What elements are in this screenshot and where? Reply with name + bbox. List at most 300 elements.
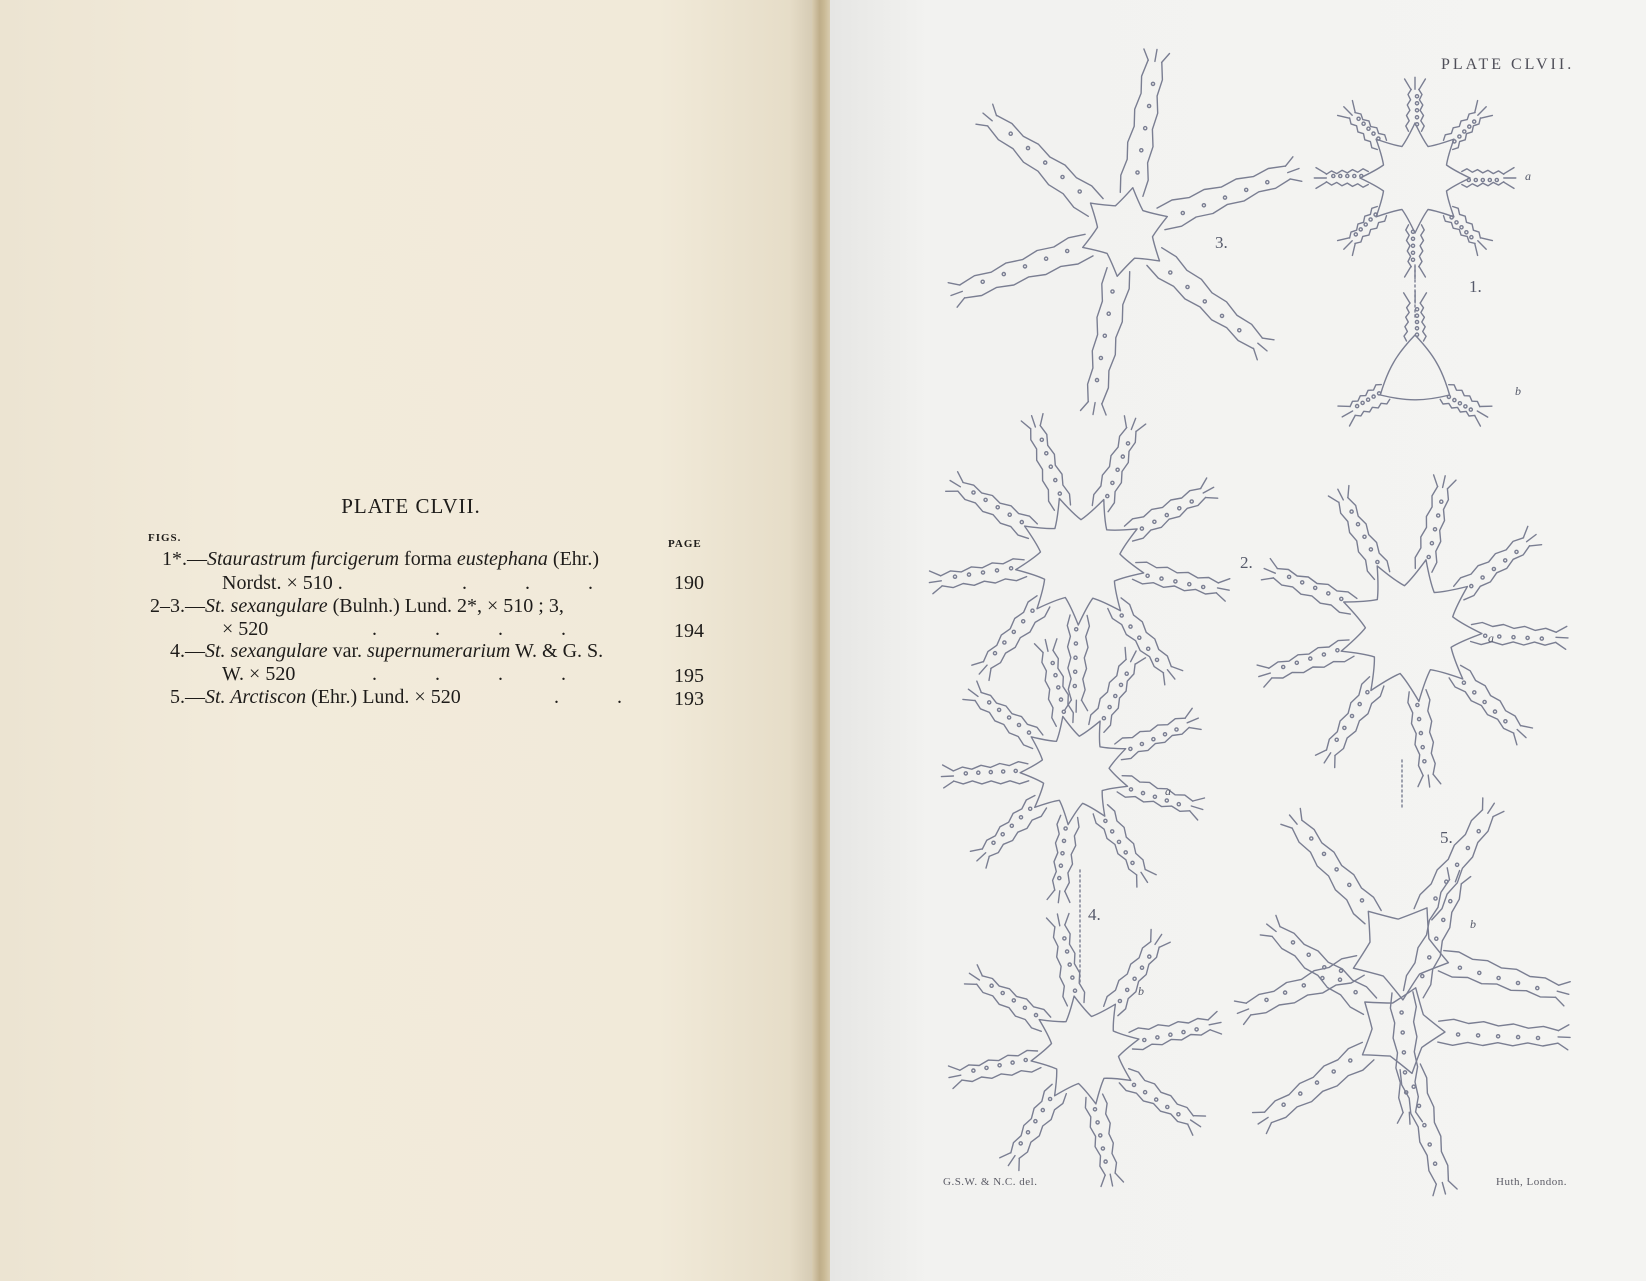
arm-spine <box>1102 404 1106 415</box>
arm-spine <box>1352 244 1355 256</box>
arm-spine <box>1504 168 1514 174</box>
arm-spine <box>1065 914 1069 925</box>
granule <box>1415 333 1418 336</box>
arm-spine <box>957 298 965 307</box>
arm-edge <box>1406 89 1412 131</box>
arm-spine <box>1270 559 1277 569</box>
granule <box>1411 251 1414 254</box>
granule <box>1299 1092 1302 1095</box>
granule <box>1339 174 1342 177</box>
granule <box>1054 674 1057 677</box>
granule <box>1327 592 1330 595</box>
arm-edge <box>1246 956 1356 1003</box>
arm-spine <box>1264 678 1272 687</box>
granule <box>1068 963 1071 966</box>
entry-2-page: 194 <box>674 620 704 642</box>
arm-spine <box>977 965 982 976</box>
arm-spine <box>1559 982 1570 986</box>
arm-spine <box>1110 1174 1112 1186</box>
granule <box>1458 966 1461 969</box>
granule <box>1360 174 1363 177</box>
arm-spine <box>1244 1015 1251 1025</box>
granule <box>1447 395 1450 398</box>
arm-spine <box>1124 416 1126 428</box>
arm-spine <box>1344 107 1352 115</box>
granule <box>1001 833 1004 836</box>
granule <box>1116 468 1119 471</box>
figure-3-drawing <box>948 49 1302 415</box>
granule <box>1141 792 1144 795</box>
arm-edge <box>1157 166 1285 208</box>
arm-spine <box>1093 403 1095 415</box>
granule <box>1045 452 1048 455</box>
arm-spine <box>1144 49 1148 60</box>
granule <box>995 569 998 572</box>
granule <box>992 841 995 844</box>
arm-edge <box>1339 502 1375 579</box>
arm-spine <box>977 853 986 861</box>
granule <box>1078 190 1081 193</box>
granule <box>1497 1035 1500 1038</box>
arm-spine <box>1155 50 1157 62</box>
arm-spine <box>1131 651 1137 662</box>
granule <box>984 498 987 501</box>
entry-1-number: 1*.— <box>162 548 207 570</box>
cell-body <box>1083 188 1168 277</box>
granule <box>1458 402 1461 405</box>
granule <box>1169 1033 1172 1036</box>
granule <box>1350 510 1353 513</box>
entry-1-species: Staurastrum furcigerum <box>207 548 400 570</box>
granule <box>1416 703 1419 706</box>
arm-spine <box>1258 343 1267 351</box>
granule <box>1457 1033 1460 1036</box>
figure-label-1: 1. <box>1469 277 1482 296</box>
granule <box>1282 665 1285 668</box>
arm-spine <box>1216 593 1225 601</box>
arm-spine <box>1352 101 1355 113</box>
figure-4b-drawing <box>949 914 1222 1187</box>
granule <box>998 1064 1001 1067</box>
arm-spine <box>1404 293 1410 303</box>
arm-edge <box>965 256 1093 298</box>
arm-edge <box>1327 677 1370 750</box>
granule <box>1323 966 1326 969</box>
granule <box>1148 104 1151 107</box>
granule <box>1099 356 1102 359</box>
granule <box>1026 1131 1029 1134</box>
granule <box>1066 950 1069 953</box>
granule <box>1125 672 1128 675</box>
granule <box>1034 1014 1037 1017</box>
arm-spine <box>1266 1123 1271 1134</box>
arm-spine <box>1189 728 1201 730</box>
granule <box>1474 178 1477 181</box>
granule <box>1058 492 1061 495</box>
granule <box>1421 975 1424 978</box>
granule <box>1174 580 1177 583</box>
arm-spine <box>1285 157 1293 166</box>
entry-2-line-2: × 520 <box>222 618 269 640</box>
granule <box>1107 312 1110 315</box>
arm-spine <box>1208 1012 1217 1020</box>
granule <box>1203 300 1206 303</box>
arm-edge <box>1438 1042 1558 1046</box>
arm-spine <box>1488 803 1495 813</box>
arm-edge <box>1019 1094 1066 1159</box>
arm-spine <box>1517 730 1526 738</box>
granule <box>1148 955 1151 958</box>
arm-spine <box>1556 643 1566 650</box>
arm-edge <box>975 700 1033 748</box>
granule <box>1434 897 1437 900</box>
arm-spine <box>1082 700 1088 710</box>
granule <box>1166 1105 1169 1108</box>
arm-spine <box>1210 1030 1221 1034</box>
granule <box>981 571 984 574</box>
granule <box>1118 999 1121 1002</box>
granule <box>1421 746 1424 749</box>
figure-4a-drawing <box>941 639 1204 903</box>
granule <box>1536 1036 1539 1039</box>
entry-1-form: eustephana <box>456 548 548 570</box>
arm-edge <box>1404 303 1410 341</box>
granule <box>972 1069 975 1072</box>
granule <box>1165 799 1168 802</box>
granule <box>1019 1142 1022 1145</box>
granule <box>1340 597 1343 600</box>
granule <box>1366 691 1369 694</box>
granule <box>1356 405 1359 408</box>
arm-edge <box>1120 60 1148 192</box>
granule <box>1415 327 1418 330</box>
granule <box>1126 988 1129 991</box>
entry-2-text: (Bulnh.) Lund. 2*, × 510 ; 3, <box>327 595 564 617</box>
arm-edge <box>1165 179 1290 230</box>
granule <box>1478 971 1481 974</box>
arm-spine <box>1558 1025 1569 1031</box>
granule <box>1346 174 1349 177</box>
arm-spine <box>1409 1112 1410 1124</box>
sub-label-2a: a <box>1488 631 1494 645</box>
arm-spine <box>976 124 988 126</box>
granule <box>1322 852 1325 855</box>
entry-1-line-2: Nordst. × 510 . <box>222 572 343 594</box>
arm-spine <box>1493 811 1504 816</box>
arm-spine <box>958 472 964 483</box>
granule <box>1455 221 1458 224</box>
granule <box>1403 1071 1406 1074</box>
arm-spine <box>1136 424 1146 431</box>
granule <box>1103 334 1106 337</box>
entry-1-page: 190 <box>674 572 704 594</box>
granule <box>1301 581 1304 584</box>
entry-3-author: W. & G. S. <box>510 640 604 662</box>
entry-2-species: St. sexangulare <box>205 595 328 617</box>
granule <box>1061 852 1064 855</box>
granule <box>1066 249 1069 252</box>
arm-edge <box>960 234 1085 285</box>
granule <box>1376 560 1379 563</box>
arm-spine <box>1057 914 1059 926</box>
arm-spine <box>1141 872 1148 882</box>
granule <box>1129 625 1132 628</box>
granule <box>1361 401 1364 404</box>
arm-spine <box>1475 101 1478 113</box>
granule <box>1415 123 1418 126</box>
granule <box>1002 273 1005 276</box>
arm-spine <box>1558 1043 1568 1050</box>
arm-spine <box>1187 718 1198 723</box>
granule <box>1008 716 1011 719</box>
granule <box>1011 1061 1014 1064</box>
leader-dots: .. <box>554 686 680 708</box>
arm-spine <box>944 781 954 788</box>
granule <box>1369 218 1372 221</box>
arm-spine <box>1338 115 1350 118</box>
figure-5a-drawing <box>1235 798 1571 1124</box>
granule <box>1504 720 1507 723</box>
granule <box>1357 117 1360 120</box>
arm-edge <box>1420 303 1426 341</box>
leader-dots: ... <box>462 572 651 594</box>
granule <box>1155 1098 1158 1101</box>
figure-label-5: 5. <box>1440 828 1453 847</box>
arm-edge <box>1040 425 1070 505</box>
arm-spine <box>1101 1175 1105 1186</box>
granule <box>1071 976 1074 979</box>
granule <box>1266 181 1269 184</box>
arm-edge <box>954 781 1029 784</box>
granule <box>1026 147 1029 150</box>
granule <box>1358 703 1361 706</box>
granule <box>1356 523 1359 526</box>
arm-edge <box>1350 385 1381 407</box>
granule <box>1074 670 1077 673</box>
granule <box>1349 1059 1352 1062</box>
arm-edge <box>1400 1070 1436 1185</box>
granule <box>1140 966 1143 969</box>
granule <box>1132 1083 1135 1086</box>
arm-spine <box>1021 421 1030 429</box>
arm-spine <box>1416 1112 1423 1122</box>
entry-3-line-2: W. × 520 <box>222 663 296 685</box>
granule <box>1017 723 1020 726</box>
granule <box>1023 1006 1026 1009</box>
arm-edge <box>1404 880 1450 991</box>
arm-spine <box>1447 868 1449 880</box>
arm-spine <box>1203 487 1214 493</box>
granule <box>1469 408 1472 411</box>
granule <box>1147 647 1150 650</box>
granule <box>1378 392 1381 395</box>
granule <box>1121 455 1124 458</box>
arm-spine <box>929 581 941 583</box>
arm-edge <box>1439 1019 1559 1030</box>
granule <box>1362 122 1365 125</box>
granule <box>1114 694 1117 697</box>
granule <box>1140 527 1143 530</box>
granule <box>1074 656 1077 659</box>
granule <box>1338 978 1341 981</box>
leader-dots: .... <box>372 618 624 640</box>
granule <box>1360 899 1363 902</box>
granule <box>1433 528 1436 531</box>
arm-edge <box>1471 642 1556 646</box>
arm-edge <box>1162 248 1263 338</box>
granule <box>1419 732 1422 735</box>
granule <box>1001 991 1004 994</box>
arm-edge <box>1273 578 1350 614</box>
arm-spine <box>1145 870 1156 875</box>
entry-3-variety: supernumerarium <box>367 640 511 662</box>
granule <box>1477 830 1480 833</box>
arm-spine <box>1167 670 1175 679</box>
granule <box>1074 642 1077 645</box>
granule <box>1059 698 1062 701</box>
granule <box>1428 956 1431 959</box>
granule <box>1354 991 1357 994</box>
granule <box>1163 733 1166 736</box>
arm-edge <box>1449 385 1480 407</box>
arm-spine <box>1261 578 1273 580</box>
arm-spine <box>1434 475 1438 486</box>
arm-spine <box>1201 478 1207 488</box>
arm-spine <box>1481 238 1493 241</box>
arm-spine <box>1209 1022 1221 1024</box>
granule <box>1140 149 1143 152</box>
cell-body <box>1380 335 1449 400</box>
arm-edge <box>1269 640 1349 668</box>
granule <box>1309 657 1312 660</box>
granule <box>1412 1085 1415 1088</box>
arm-edge <box>1053 815 1061 890</box>
granule <box>1456 863 1459 866</box>
granule <box>1315 1081 1318 1084</box>
granule <box>1492 567 1495 570</box>
granule <box>1335 868 1338 871</box>
arm-spine <box>1419 267 1425 277</box>
granule <box>1484 634 1487 637</box>
arm-edge <box>1326 169 1368 175</box>
granule <box>1428 1143 1431 1146</box>
granule <box>1155 658 1158 661</box>
arm-spine <box>950 481 960 487</box>
entry-4-page: 193 <box>674 688 704 710</box>
granule <box>1177 1113 1180 1116</box>
entry-1-author: (Ehr.) <box>547 548 599 570</box>
arm-spine <box>1047 918 1055 927</box>
granule <box>1343 726 1346 729</box>
granule <box>1143 1038 1146 1041</box>
granule <box>964 772 967 775</box>
arm-edge <box>1355 399 1390 416</box>
granule <box>1322 653 1325 656</box>
arm-spine <box>963 699 975 700</box>
arm-spine <box>1481 115 1493 118</box>
figure-2a-drawing <box>1257 475 1568 787</box>
granule <box>1336 649 1339 652</box>
arm-spine <box>1478 241 1486 249</box>
arm-spine <box>1461 877 1471 884</box>
granule <box>1177 803 1180 806</box>
granule <box>1034 1120 1037 1123</box>
arm-spine <box>1288 169 1299 173</box>
granule <box>1093 1108 1096 1111</box>
arm-spine <box>1047 890 1055 899</box>
plate-number: PLATE CLVII. <box>1441 56 1575 73</box>
granule <box>1140 742 1143 745</box>
plate-title: PLATE CLVII. <box>341 494 481 518</box>
arm-spine <box>1206 498 1218 499</box>
granule <box>1335 738 1338 741</box>
arm-spine <box>1443 476 1446 488</box>
credit-printer: Huth, London. <box>1496 1176 1567 1188</box>
figs-header: FIGS. <box>148 532 182 544</box>
arm-edge <box>1272 937 1363 1015</box>
granule <box>1483 700 1486 703</box>
arm-spine <box>1523 526 1527 537</box>
arm-spine <box>1478 107 1486 115</box>
arm-spine <box>1338 238 1350 241</box>
granule <box>1223 196 1226 199</box>
arm-spine <box>943 765 954 771</box>
granule <box>1202 204 1205 207</box>
arm-edge <box>1121 598 1171 667</box>
granule <box>1175 728 1178 731</box>
arm-spine <box>968 689 978 696</box>
granule <box>1466 846 1469 849</box>
granule <box>998 708 1001 711</box>
arm-edge <box>1121 727 1189 759</box>
arm-spine <box>1433 1184 1436 1196</box>
granule <box>1126 442 1129 445</box>
granule <box>1022 620 1025 623</box>
granule <box>1402 1051 1405 1054</box>
granule <box>1449 900 1452 903</box>
granule <box>1450 216 1453 219</box>
arm-spine <box>1172 667 1183 671</box>
granule <box>1003 641 1006 644</box>
granule <box>1099 1134 1102 1137</box>
granule <box>1470 236 1473 239</box>
granule <box>1516 981 1519 984</box>
arm-spine <box>1276 915 1280 926</box>
arm-spine <box>1135 658 1145 664</box>
granule <box>1057 686 1060 689</box>
granule <box>1458 135 1461 138</box>
granule <box>1129 788 1132 791</box>
granule <box>1044 161 1047 164</box>
arm-spine <box>949 1066 960 1070</box>
granule <box>1415 116 1418 119</box>
granule <box>1040 438 1043 441</box>
arm-spine <box>1159 942 1170 947</box>
arm-edge <box>1265 1042 1363 1112</box>
granule <box>1464 405 1467 408</box>
granule <box>1182 1031 1185 1034</box>
arm-spine <box>1316 168 1326 174</box>
granule <box>1468 125 1471 128</box>
granule <box>988 701 991 704</box>
arm-spine <box>1190 811 1198 820</box>
granule <box>1284 991 1287 994</box>
arm-spine <box>1556 637 1568 638</box>
arm-spine <box>1219 579 1230 583</box>
granule <box>1435 937 1438 940</box>
granule <box>1350 714 1353 717</box>
arm-spine <box>1475 416 1481 427</box>
